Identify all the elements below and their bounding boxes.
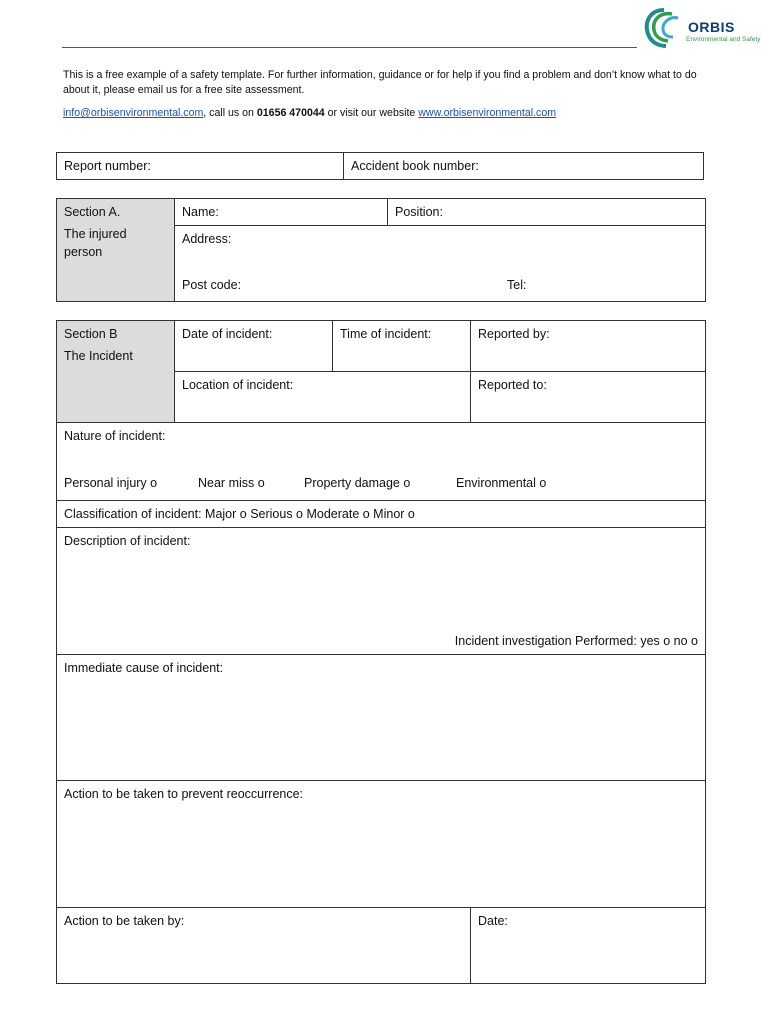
- logo-name: ORBIS: [688, 19, 735, 35]
- description-field[interactable]: Description of incident: Incident investigation Performed: yes o no o: [57, 528, 706, 655]
- report-table: [56, 152, 704, 180]
- contact-mid-text: , call us on: [203, 107, 257, 119]
- option-environmental[interactable]: Environmental o: [456, 476, 547, 490]
- header-rule: [62, 47, 637, 48]
- option-personal-injury[interactable]: Personal injury o: [64, 476, 158, 490]
- contact-line: [63, 107, 556, 119]
- tel-label: Tel:: [507, 278, 527, 292]
- option-property-damage[interactable]: Property damage o: [304, 476, 411, 490]
- reported-by-field[interactable]: Reported by:: [471, 321, 706, 372]
- action-date-field[interactable]: Date:: [471, 908, 706, 984]
- time-of-incident-field[interactable]: Time of incident:: [333, 321, 471, 372]
- postcode-label: Post code:: [182, 278, 242, 292]
- logo-tagline: Environmental and Safety: [686, 36, 761, 43]
- date-of-incident-field[interactable]: Date of incident:: [175, 321, 333, 372]
- investigation-performed[interactable]: Incident investigation Performed: yes o no o: [454, 634, 698, 648]
- section-a-header: Section A. The injured person: [57, 199, 175, 302]
- reported-to-field[interactable]: Reported to:: [471, 372, 706, 423]
- classification-field[interactable]: Classification of incident: Major o Serious o Moderate o Minor o: [57, 501, 706, 528]
- immediate-cause-field[interactable]: Immediate cause of incident:: [57, 655, 706, 781]
- position-field[interactable]: Position:: [388, 199, 706, 226]
- accident-book-field[interactable]: Accident book number:: [344, 153, 704, 180]
- contact-web-text: or visit our website: [324, 107, 419, 119]
- phone-number: 01656 470044: [256, 107, 325, 119]
- section-b-table: [56, 320, 706, 984]
- location-field[interactable]: Location of incident:: [175, 372, 471, 423]
- section-b-header: Section B The Incident: [57, 321, 175, 423]
- name-field[interactable]: Name:: [175, 199, 388, 226]
- nature-of-incident-field: Nature of incident: Personal injury o Near miss o Property damage o Environmental o: [57, 423, 706, 501]
- email-link[interactable]: info@orbisenvironmental.com: [63, 107, 204, 119]
- intro-text: This is a free example of a safety template. For further information, guidance or for help if you find a problem and don’t know what to do about it, please email us for a free site assessment.: [63, 69, 697, 96]
- action-by-field[interactable]: Action to be taken by:: [57, 908, 471, 984]
- action-prevent-field[interactable]: Action to be taken to prevent reoccurrence:: [57, 781, 706, 908]
- section-a-table: [56, 198, 706, 302]
- report-number-field[interactable]: Report number:: [57, 153, 344, 180]
- option-near-miss[interactable]: Near miss o: [198, 476, 265, 490]
- website-link[interactable]: www.orbisenvironmental.com: [418, 107, 557, 119]
- address-field[interactable]: Address: Post code: Tel:: [175, 226, 706, 302]
